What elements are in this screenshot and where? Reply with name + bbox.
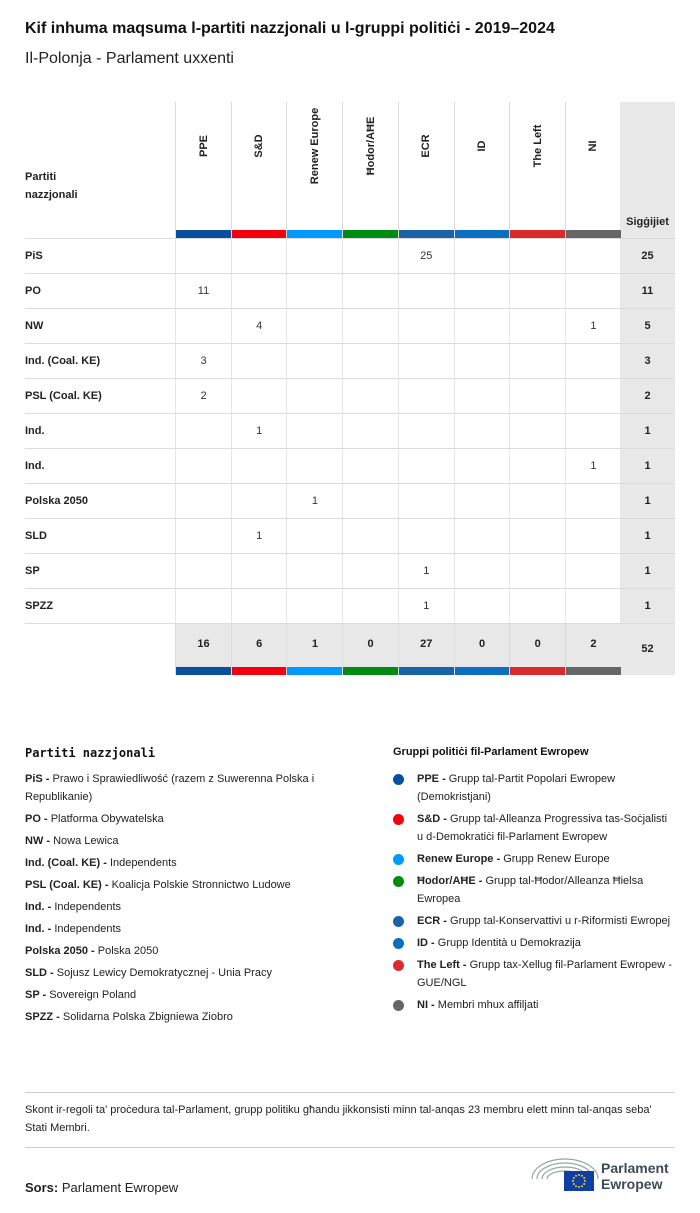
seat-cell: 1 — [231, 519, 287, 553]
group-color-bar — [176, 230, 231, 238]
group-legend-item: S&D - Grupp tal-Alleanza Progressiva tas-Soċjalisti u d-Demokratiċi fil-Parlament Ewropew — [393, 810, 675, 846]
row-total: 25 — [620, 239, 675, 273]
group-legend-item: Ħodor/AĦE - Grupp tal-Ħodor/Alleanza Ħielsa Ewropea — [393, 872, 675, 908]
group-label: Renew Europe — [308, 107, 321, 185]
row-total: 1 — [620, 589, 675, 623]
party-legend-item: NW - Nowa Lewica — [25, 835, 119, 847]
group-color-bar — [176, 667, 231, 675]
seat-cell — [398, 309, 454, 343]
row-total: 5 — [620, 309, 675, 343]
seat-cell — [175, 589, 231, 623]
party-legend-item: PiS - Prawo i Sprawiedliwość (razem z Suwerenna Polska i Republikanie) — [25, 773, 315, 803]
logo-line2: Ewropew — [601, 1176, 663, 1192]
seat-cell — [286, 274, 342, 308]
group-legend-item: NI - Membri mhux affiljati — [393, 996, 675, 1014]
seat-cell — [454, 344, 510, 378]
seat-cell — [342, 309, 398, 343]
party-name: PiS — [25, 250, 43, 262]
seat-cell — [342, 274, 398, 308]
party-legend-item: SLD - Sojusz Lewicy Demokratycznej - Unia Pracy — [25, 967, 272, 979]
seat-cell — [509, 379, 565, 413]
seat-cell: 1 — [286, 484, 342, 518]
column-total: 6 — [231, 624, 287, 675]
row-total: 2 — [620, 379, 675, 413]
group-label: S&D — [253, 134, 266, 158]
seat-cell — [286, 589, 342, 623]
seats-table — [25, 102, 675, 674]
seat-cell — [565, 589, 621, 623]
seat-cell — [231, 239, 287, 273]
group-color-bar — [287, 230, 342, 238]
seat-cell — [454, 554, 510, 588]
total-column-header: Sigġijiet — [620, 102, 675, 238]
group-column-header — [231, 102, 287, 238]
seat-cell — [286, 519, 342, 553]
table-row — [25, 378, 675, 413]
row-total: 1 — [620, 449, 675, 483]
group-color-dot — [393, 1000, 404, 1011]
seat-cell: 1 — [565, 309, 621, 343]
seat-cell: 1 — [565, 449, 621, 483]
seat-cell — [565, 414, 621, 448]
seat-cell — [509, 449, 565, 483]
group-color-bar — [399, 667, 454, 675]
group-label: Ħodor/AĦE — [364, 116, 377, 176]
seat-cell — [231, 589, 287, 623]
seat-cell: 11 — [175, 274, 231, 308]
group-column-header — [454, 102, 510, 238]
source-line — [25, 1180, 178, 1195]
party-legend-item: SP - Sovereign Poland — [25, 989, 137, 1001]
group-legend-item: ID - Grupp Identità u Demokrazija — [393, 934, 675, 952]
seat-cell — [342, 344, 398, 378]
seat-cell — [342, 379, 398, 413]
group-color-dot — [393, 814, 404, 825]
group-color-dot — [393, 916, 404, 927]
group-color-bar — [343, 230, 398, 238]
ep-logo — [530, 1153, 676, 1195]
source-value: Parlament Ewropew — [61, 1180, 179, 1195]
seat-cell — [342, 414, 398, 448]
seat-cell — [286, 379, 342, 413]
seat-cell — [565, 519, 621, 553]
group-column-header — [398, 102, 454, 238]
group-label: The Left — [531, 124, 544, 168]
group-legend-item: PPE - Grupp tal-Partit Popolari Ewropew (Demokristjani) — [393, 770, 675, 806]
party-name: PSL (Coal. KE) — [25, 390, 102, 402]
ep-hemicycle-icon — [530, 1153, 600, 1195]
party-legend-item: Ind. (Coal. KE) - Independents — [25, 857, 177, 869]
seat-cell — [231, 274, 287, 308]
seat-cell — [454, 519, 510, 553]
seat-cell — [509, 274, 565, 308]
group-color-bar — [232, 667, 287, 675]
table-row — [25, 238, 675, 273]
seat-cell — [286, 414, 342, 448]
party-name: PO — [25, 285, 41, 297]
group-color-bar — [399, 230, 454, 238]
table-row — [25, 413, 675, 448]
table-row — [25, 448, 675, 483]
column-total: 27 — [398, 624, 454, 675]
group-color-dot — [393, 960, 404, 971]
group-column-header — [286, 102, 342, 238]
row-total: 1 — [620, 554, 675, 588]
group-label: PPE — [197, 134, 210, 158]
seat-cell — [398, 344, 454, 378]
party-legend-item: PO - Platforma Obywatelska — [25, 813, 164, 825]
column-total: 2 — [565, 624, 621, 675]
group-color-bar — [287, 667, 342, 675]
seat-cell — [175, 239, 231, 273]
group-legend-title: Gruppi politiċi fil-Parlament Ewropew — [393, 746, 589, 758]
seat-cell — [454, 274, 510, 308]
party-legend-item: Ind. - Independents — [25, 901, 122, 913]
seat-cell — [509, 519, 565, 553]
seat-cell: 1 — [398, 554, 454, 588]
seat-cell — [454, 484, 510, 518]
group-legend-item: The Left - Grupp tax-Xellug fil-Parlament Ewropew - GUE/NGL — [393, 956, 675, 992]
seat-cell — [175, 449, 231, 483]
seat-cell: 4 — [231, 309, 287, 343]
group-color-bar — [232, 230, 287, 238]
party-name: Ind. — [25, 460, 45, 472]
group-color-dot — [393, 854, 404, 865]
table-header — [25, 102, 675, 238]
page-subtitle: Il-Polonja - Parlament uxxenti — [25, 50, 234, 67]
seat-cell: 3 — [175, 344, 231, 378]
seat-cell — [398, 484, 454, 518]
group-color-bar — [566, 667, 621, 675]
table-row — [25, 553, 675, 588]
group-column-header — [509, 102, 565, 238]
party-legend-item: Ind. - Independents — [25, 923, 122, 935]
seat-cell — [509, 554, 565, 588]
seat-cell — [509, 589, 565, 623]
party-legend-title: Partiti nazzjonali — [25, 746, 156, 760]
group-label: ECR — [420, 134, 433, 158]
seat-cell — [454, 309, 510, 343]
table-row — [25, 273, 675, 308]
seat-cell — [175, 414, 231, 448]
seat-cell — [231, 344, 287, 378]
seat-cell — [509, 414, 565, 448]
seat-cell — [286, 309, 342, 343]
seat-cell — [286, 449, 342, 483]
seat-cell: 2 — [175, 379, 231, 413]
party-name: SPZZ — [25, 600, 54, 612]
seat-cell — [565, 484, 621, 518]
group-color-bar — [455, 230, 510, 238]
group-color-dot — [393, 876, 404, 887]
seat-cell: 1 — [231, 414, 287, 448]
table-row — [25, 308, 675, 343]
group-column-header — [342, 102, 398, 238]
party-legend-item: SPZZ - Solidarna Polska Zbigniewa Ziobro — [25, 1011, 233, 1023]
seat-cell — [286, 554, 342, 588]
column-total: 16 — [175, 624, 231, 675]
group-color-bar — [510, 230, 565, 238]
seat-cell — [231, 379, 287, 413]
table-row — [25, 518, 675, 553]
group-legend-item: ECR - Grupp tal-Konservattivi u r-Riformisti Ewropej — [393, 912, 675, 930]
seat-cell — [398, 519, 454, 553]
party-column-header: Partiti nazzjonali — [25, 171, 78, 201]
row-total: 11 — [620, 274, 675, 308]
row-total: 3 — [620, 344, 675, 378]
source-label: Sors: — [25, 1180, 59, 1195]
party-name: SP — [25, 565, 40, 577]
seat-cell — [565, 344, 621, 378]
group-color-bar — [566, 230, 621, 238]
seat-cell — [286, 239, 342, 273]
seat-cell — [509, 344, 565, 378]
party-legend-item: Polska 2050 - Polska 2050 — [25, 945, 159, 957]
column-total: 0 — [342, 624, 398, 675]
party-name: Polska 2050 — [25, 495, 88, 507]
seat-cell — [565, 379, 621, 413]
seat-cell: 1 — [398, 589, 454, 623]
seat-cell — [175, 519, 231, 553]
seat-cell — [509, 239, 565, 273]
rules-note: Skont ir-regoli ta' proċedura tal-Parlament, grupp politiku għandu jikkonsisti minn tal-anqas 23 membru elett minn tal-anqas seba' Stati Membri. — [25, 1092, 675, 1148]
party-name: NW — [25, 320, 44, 332]
seat-cell — [454, 379, 510, 413]
party-name: Ind. — [25, 425, 45, 437]
seat-cell — [175, 484, 231, 518]
group-label: NI — [587, 140, 600, 152]
logo-line1: Parlament — [601, 1160, 669, 1176]
seat-cell — [454, 589, 510, 623]
table-row — [25, 483, 675, 518]
group-color-bar — [455, 667, 510, 675]
seat-cell — [342, 589, 398, 623]
seat-cell — [342, 484, 398, 518]
seat-cell — [454, 239, 510, 273]
row-total: 1 — [620, 519, 675, 553]
group-color-bar — [510, 667, 565, 675]
seat-cell — [342, 239, 398, 273]
column-total: 0 — [509, 624, 565, 675]
column-total: 1 — [286, 624, 342, 675]
seat-cell — [342, 519, 398, 553]
seat-cell — [231, 449, 287, 483]
party-name: Ind. (Coal. KE) — [25, 355, 101, 367]
seat-cell — [398, 274, 454, 308]
seat-cell — [175, 554, 231, 588]
seat-cell — [398, 449, 454, 483]
group-legend-item: Renew Europe - Grupp Renew Europe — [393, 850, 675, 868]
group-color-dot — [393, 774, 404, 785]
seat-cell — [398, 414, 454, 448]
row-total: 1 — [620, 414, 675, 448]
seat-cell — [175, 309, 231, 343]
seat-cell — [454, 449, 510, 483]
table-row — [25, 588, 675, 623]
column-total: 0 — [454, 624, 510, 675]
seat-cell — [454, 414, 510, 448]
page-title: Kif inhuma maqsuma l-partiti nazzjonali u l-gruppi politiċi - 2019–2024 — [25, 20, 555, 37]
table-body — [25, 238, 675, 623]
seat-cell: 25 — [398, 239, 454, 273]
party-legend — [25, 746, 365, 1030]
seat-cell — [565, 554, 621, 588]
group-legend — [393, 746, 675, 1018]
seat-cell — [509, 309, 565, 343]
row-total: 1 — [620, 484, 675, 518]
seat-cell — [565, 274, 621, 308]
group-color-bar — [343, 667, 398, 675]
seat-cell — [342, 554, 398, 588]
seat-cell — [509, 484, 565, 518]
seat-cell — [286, 344, 342, 378]
party-name: SLD — [25, 530, 47, 542]
table-row — [25, 343, 675, 378]
party-legend-item: PSL (Coal. KE) - Koalicja Polskie Stronnictwo Ludowe — [25, 879, 291, 891]
group-label: ID — [476, 140, 488, 152]
group-column-header — [565, 102, 621, 238]
group-color-dot — [393, 938, 404, 949]
group-column-header — [175, 102, 231, 238]
seat-cell — [565, 239, 621, 273]
totals-row — [25, 623, 675, 674]
seat-cell — [342, 449, 398, 483]
seat-cell — [231, 484, 287, 518]
seat-cell — [231, 554, 287, 588]
grand-total: 52 — [620, 624, 675, 675]
seat-cell — [398, 379, 454, 413]
